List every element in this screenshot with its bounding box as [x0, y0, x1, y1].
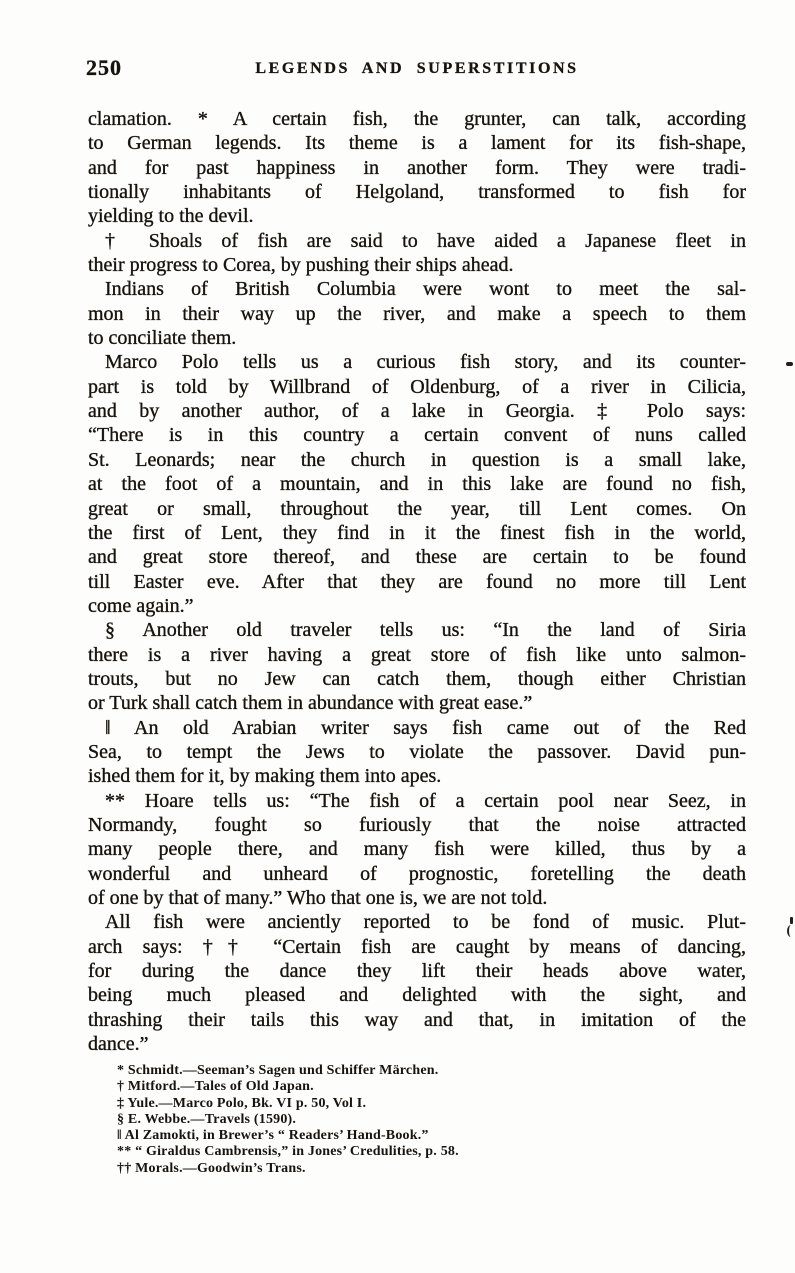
text-line: part is told by Willbrand of Oldenburg, of a river in Cilicia,	[88, 375, 746, 398]
text-line: Indians of British Columbia were wont to meet the sal-	[105, 278, 746, 301]
footnote-line: †† Morals.—Goodwin’s Trans.	[117, 1160, 306, 1176]
text-line: come again.”	[88, 594, 194, 617]
text-line: their progress to Corea, by pushing their ships ahead.	[88, 254, 514, 277]
footnote-line: † Mitford.—Tales of Old Japan.	[117, 1079, 314, 1095]
text-line: All fish were anciently reported to be fond of music. Plut-	[105, 911, 746, 934]
paragraph	[88, 618, 746, 715]
text-line: yielding to the devil.	[88, 205, 254, 228]
paragraph	[88, 229, 746, 278]
footnote-line: ‡ Yule.—Marco Polo, Bk. VI p. 50, Vol I.	[117, 1095, 367, 1111]
text-line: for during the dance they lift their heads above water,	[88, 960, 746, 983]
text-line: many people there, and many fish were killed, thus by a	[88, 838, 746, 861]
text-line: to German legends. Its theme is a lament for its fish-shape,	[88, 132, 746, 155]
paragraph	[88, 789, 746, 911]
text-line: being much pleased and delighted with the sight, and	[88, 984, 746, 1007]
text-line: Sea, to tempt the Jews to violate the passover. David pun-	[88, 740, 746, 763]
text-line: of one by that of many.” Who that one is, we are not told.	[88, 887, 548, 909]
running-header: LEGENDS AND SUPERSTITIONS	[255, 60, 579, 77]
scan-ink-mark	[787, 925, 795, 937]
scan-ink-mark	[790, 917, 793, 924]
text-line: dance.”	[88, 1033, 149, 1056]
text-line: § Another old traveler tells us: “In the land of Siria	[105, 619, 746, 642]
text-line: wonderful and unheard of prognostic, foretelling the death	[88, 862, 746, 885]
text-line: mon in their way up the river, and make a speech to them	[88, 302, 746, 325]
text-line: and great store thereof, and these are certain to be found	[88, 546, 746, 569]
paragraph	[88, 107, 746, 229]
text-line: St. Leonards; near the church in question is a small lake,	[88, 448, 746, 471]
text-line: tionally inhabitants of Helgoland, transformed to fish for	[88, 181, 746, 204]
text-line: thrashing their tails this way and that, in imitation of the	[88, 1008, 746, 1031]
text-line: trouts, but no Jew can catch them, though either Christian	[88, 667, 746, 690]
text-line: to conciliate them.	[88, 327, 237, 350]
footnote-line: § E. Webbe.—Travels (1590).	[117, 1111, 297, 1127]
page-number: 250	[86, 55, 122, 80]
text-line: till Easter eve. After that they are found no more till Lent	[88, 570, 746, 593]
footnote-line: ‖ Al Zamokti, in Brewer’s “ Readers’ Hand-Book.”	[117, 1128, 429, 1144]
footnote-line: ** “ Giraldus Cambrensis,” in Jones’ Credulities, p. 58.	[117, 1144, 459, 1160]
text-line: † Shoals of fish are said to have aided a Japanese fleet in	[105, 229, 746, 252]
text-line: there is a river having a great store of fish like unto salmon-	[88, 643, 746, 666]
footnote-line: * Schmidt.—Seeman’s Sagen und Schiffer Märchen.	[117, 1063, 439, 1078]
text-line: and by another author, of a lake in Georgia. ‡ Polo says:	[88, 400, 746, 423]
text-line: and for past happiness in another form. They were tradi-	[88, 156, 746, 179]
text-line: arch says: †† “Certain fish are caught by means of dancing,	[88, 935, 746, 958]
text-line: ished them for it, by making them into apes.	[88, 765, 442, 788]
text-line: Normandy, fought so furiously that the noise attracted	[88, 813, 746, 836]
paragraph	[88, 910, 746, 1056]
text-line: the first of Lent, they find in it the finest fish in the world,	[88, 521, 746, 544]
paragraph	[88, 350, 746, 618]
text-line: Marco Polo tells us a curious fish story, and its counter-	[105, 351, 746, 374]
text-line: ** Hoare tells us: “The fish of a certain pool near Seez, in	[105, 789, 746, 812]
text-line: “There is in this country a certain convent of nuns called	[88, 424, 746, 447]
scan-ink-mark	[786, 362, 793, 366]
body-text	[88, 107, 746, 1056]
footnotes	[117, 1063, 677, 1177]
paragraph	[88, 716, 746, 789]
text-line: great or small, throughout the year, till Lent comes. On	[88, 497, 746, 520]
text-line: ‖ An old Arabian writer says fish came out of the Red	[105, 716, 746, 739]
text-line: at the foot of a mountain, and in this lake are found no fish,	[88, 473, 746, 496]
text-line: or Turk shall catch them in abundance with great ease.”	[88, 692, 533, 715]
paragraph	[88, 277, 746, 350]
text-line: clamation. * A certain fish, the grunter, can talk, according	[88, 108, 746, 130]
